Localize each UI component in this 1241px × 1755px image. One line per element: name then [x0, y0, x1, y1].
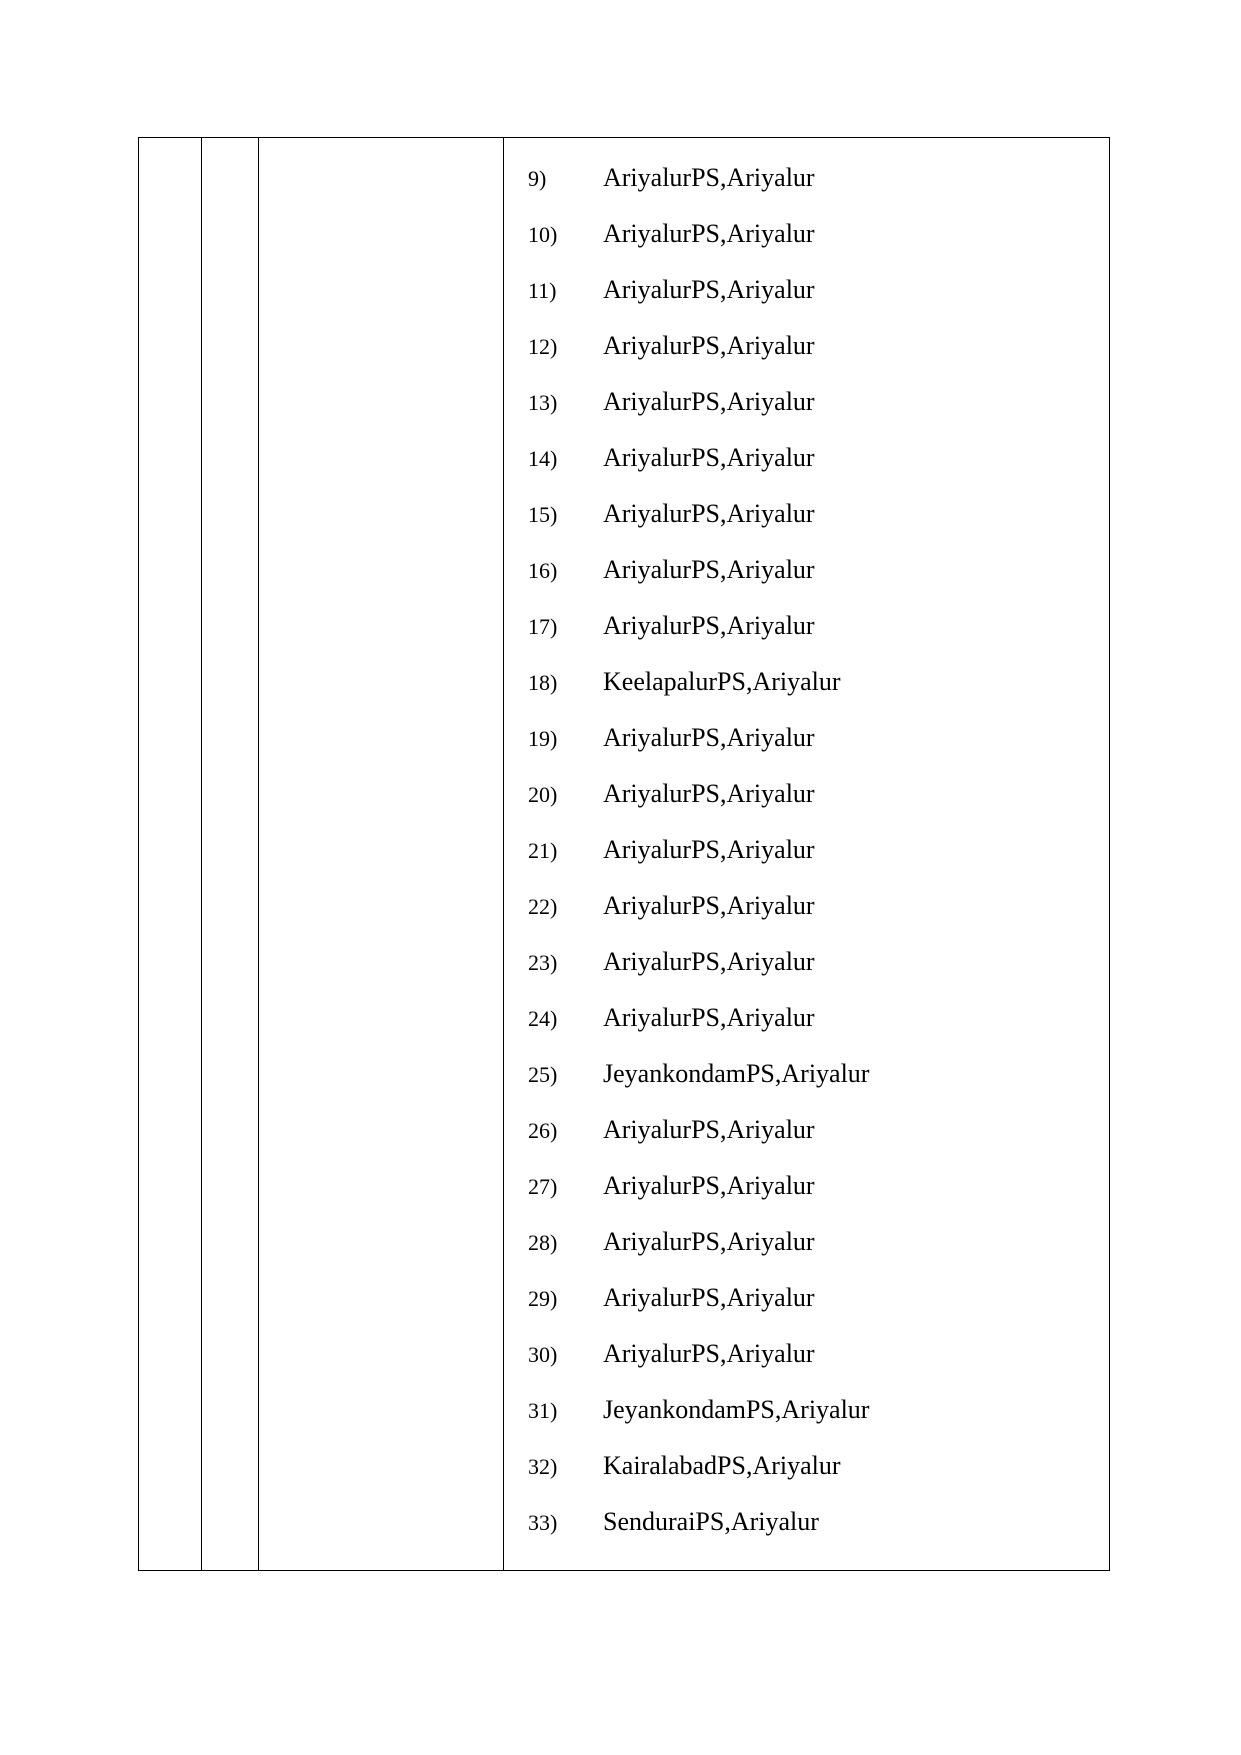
- list-item-number: 12): [528, 334, 558, 359]
- table-cell-column-b: [202, 138, 259, 1571]
- list-item-text: AriyalurPS,Ariyalur: [603, 1227, 815, 1256]
- list-item-text: AriyalurPS,Ariyalur: [603, 1339, 815, 1368]
- list-item-text: AriyalurPS,Ariyalur: [603, 1283, 815, 1312]
- list-item: [504, 878, 1109, 934]
- list-item-number: 28): [528, 1230, 558, 1255]
- list-item-text: AriyalurPS,Ariyalur: [603, 443, 815, 472]
- list-item: [504, 1270, 1109, 1326]
- list-item-text: AriyalurPS,Ariyalur: [603, 219, 815, 248]
- list-item-text: SenduraiPS,Ariyalur: [603, 1507, 819, 1536]
- list-item-text: KairalabadPS,Ariyalur: [603, 1451, 841, 1480]
- list-item-number: 18): [528, 670, 558, 695]
- list-item-number: 9): [528, 166, 547, 191]
- list-item: [504, 1046, 1109, 1102]
- list-item: [504, 318, 1109, 374]
- list-item: [504, 1326, 1109, 1382]
- list-item-number: 17): [528, 614, 558, 639]
- list-item-number: 14): [528, 446, 558, 471]
- list-item-number: 32): [528, 1454, 558, 1479]
- list-item-number: 13): [528, 390, 558, 415]
- list-item-number: 21): [528, 838, 558, 863]
- table-cell-police-station-list: [504, 138, 1110, 1571]
- list-item-text: AriyalurPS,Ariyalur: [603, 611, 815, 640]
- list-item-text: AriyalurPS,Ariyalur: [603, 499, 815, 528]
- list-item: [504, 1158, 1109, 1214]
- list-item: [504, 934, 1109, 990]
- list-item: [504, 1438, 1109, 1494]
- list-item-text: AriyalurPS,Ariyalur: [603, 835, 815, 864]
- list-item-text: JeyankondamPS,Ariyalur: [603, 1059, 870, 1088]
- list-item-text: AriyalurPS,Ariyalur: [603, 387, 815, 416]
- list-item-text: AriyalurPS,Ariyalur: [603, 891, 815, 920]
- list-item: [504, 1494, 1109, 1550]
- list-item-text: AriyalurPS,Ariyalur: [603, 275, 815, 304]
- list-item-text: AriyalurPS,Ariyalur: [603, 555, 815, 584]
- list-item: [504, 374, 1109, 430]
- list-item-text: AriyalurPS,Ariyalur: [603, 779, 815, 808]
- list-item: [504, 262, 1109, 318]
- list-item-number: 26): [528, 1118, 558, 1143]
- list-item-number: 11): [528, 278, 557, 303]
- list-item: [504, 150, 1109, 206]
- list-item-text: AriyalurPS,Ariyalur: [603, 1003, 815, 1032]
- list-item-text: KeelapalurPS,Ariyalur: [603, 667, 841, 696]
- table-row: [139, 138, 1110, 1571]
- list-item: [504, 766, 1109, 822]
- list-item-text: AriyalurPS,Ariyalur: [603, 1171, 815, 1200]
- list-item-number: 19): [528, 726, 558, 751]
- list-item-text: AriyalurPS,Ariyalur: [603, 947, 815, 976]
- list-item: [504, 654, 1109, 710]
- list-item-number: 15): [528, 502, 558, 527]
- list-item-text: AriyalurPS,Ariyalur: [603, 723, 815, 752]
- list-item: [504, 1214, 1109, 1270]
- list-item: [504, 206, 1109, 262]
- list-item-number: 31): [528, 1398, 558, 1423]
- list-item: [504, 1382, 1109, 1438]
- list-item-number: 25): [528, 1062, 558, 1087]
- list-item: [504, 710, 1109, 766]
- list-item-number: 20): [528, 782, 558, 807]
- list-item: [504, 990, 1109, 1046]
- list-item-number: 29): [528, 1286, 558, 1311]
- list-item: [504, 430, 1109, 486]
- list-item: [504, 542, 1109, 598]
- police-station-list: [504, 138, 1109, 1570]
- list-item: [504, 1102, 1109, 1158]
- list-item-number: 24): [528, 1006, 558, 1031]
- list-item: [504, 598, 1109, 654]
- list-item-text: AriyalurPS,Ariyalur: [603, 163, 815, 192]
- list-item: [504, 822, 1109, 878]
- list-item-number: 33): [528, 1510, 558, 1535]
- list-item-number: 22): [528, 894, 558, 919]
- list-item: [504, 486, 1109, 542]
- list-item-number: 27): [528, 1174, 558, 1199]
- list-item-number: 10): [528, 222, 558, 247]
- data-table: [138, 137, 1110, 1571]
- table-cell-column-a: [139, 138, 202, 1571]
- list-item-number: 30): [528, 1342, 558, 1367]
- table-cell-column-c: [259, 138, 504, 1571]
- list-item-number: 23): [528, 950, 558, 975]
- list-item-number: 16): [528, 558, 558, 583]
- list-item-text: AriyalurPS,Ariyalur: [603, 1115, 815, 1144]
- list-item-text: JeyankondamPS,Ariyalur: [603, 1395, 870, 1424]
- list-item-text: AriyalurPS,Ariyalur: [603, 331, 815, 360]
